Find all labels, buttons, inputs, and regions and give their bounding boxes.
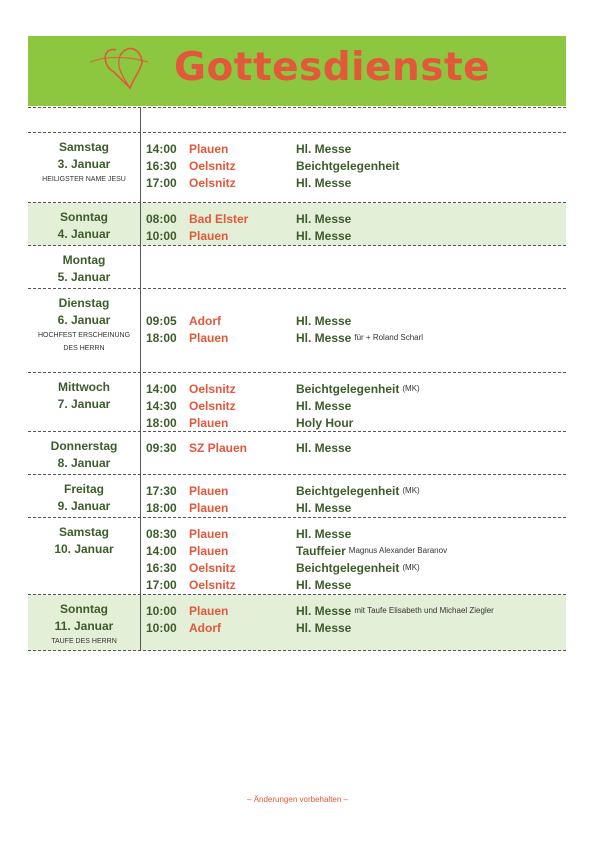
day-date: 10. Januar <box>54 542 114 556</box>
events-cell <box>141 246 566 288</box>
events-cell <box>141 289 566 372</box>
day-cell <box>28 595 141 650</box>
events-cell <box>141 432 566 474</box>
event-place: Oelsnitz <box>189 577 236 592</box>
event-place: Oelsnitz <box>189 175 236 190</box>
event-time: 14:00 <box>146 543 177 558</box>
event-place: Plauen <box>189 500 229 515</box>
event-time: 18:00 <box>146 500 177 515</box>
event-place: Plauen <box>189 543 229 558</box>
header-banner <box>28 36 566 106</box>
day-row <box>28 518 566 595</box>
event-service: Hl. Messe <box>296 330 352 345</box>
day-row <box>28 373 566 432</box>
day-cell <box>28 432 141 474</box>
day-cell <box>28 373 141 431</box>
event-time: 17:30 <box>146 483 177 498</box>
event-service: Hl. Messe <box>296 440 352 455</box>
spacer-events-cell <box>141 108 566 132</box>
event-line <box>146 576 566 593</box>
event-line <box>146 619 566 636</box>
event-line <box>146 397 566 414</box>
day-cell <box>28 203 141 245</box>
events-cell <box>141 518 566 594</box>
events-cell <box>141 373 566 431</box>
day-cell <box>28 246 141 288</box>
event-service: Hl. Messe <box>296 141 352 156</box>
event-place: SZ Plauen <box>189 440 248 455</box>
event-place: Bad Elster <box>189 211 249 226</box>
day-date: 3. Januar <box>57 157 111 171</box>
event-time: 17:00 <box>146 175 177 190</box>
event-place: Plauen <box>189 141 229 156</box>
event-note: Magnus Alexander Baranov <box>348 546 448 555</box>
day-name: Sonntag <box>60 210 108 224</box>
event-service: Hl. Messe <box>296 577 352 592</box>
event-note: (MK) <box>402 563 420 572</box>
event-service: Beichtgelegenheit <box>296 560 400 575</box>
day-date: 4. Januar <box>57 227 111 241</box>
event-time: 10:00 <box>146 603 177 618</box>
day-name: Freitag <box>63 482 104 496</box>
feast-name: HEILIGSTER NAME JESU <box>42 176 126 183</box>
event-time: 14:00 <box>146 381 177 396</box>
day-row <box>28 246 566 289</box>
day-name: Mittwoch <box>58 380 110 394</box>
event-time: 10:00 <box>146 228 177 243</box>
event-time: 18:00 <box>146 415 177 430</box>
event-time: 16:30 <box>146 560 177 575</box>
event-line <box>146 542 566 559</box>
event-line <box>146 380 566 397</box>
event-line <box>146 559 566 576</box>
event-place: Plauen <box>189 228 229 243</box>
event-line <box>146 227 566 244</box>
event-place: Oelsnitz <box>189 381 236 396</box>
day-row <box>28 289 566 373</box>
event-service: Tauffeier <box>296 543 346 558</box>
event-service: Hl. Messe <box>296 398 352 413</box>
event-service: Holy Hour <box>296 415 354 430</box>
event-service: Beichtgelegenheit <box>296 381 400 396</box>
day-row <box>28 133 566 203</box>
feast-name: TAUFE DES HERRN <box>51 638 117 645</box>
event-place: Plauen <box>189 603 229 618</box>
day-name: Sonntag <box>60 602 108 616</box>
events-cell <box>141 475 566 517</box>
schedule-table <box>28 107 566 651</box>
event-time: 14:30 <box>146 398 177 413</box>
event-place: Adorf <box>189 620 221 635</box>
day-cell <box>28 133 141 202</box>
event-service: Hl. Messe <box>296 620 352 635</box>
day-name: Samstag <box>58 140 110 154</box>
event-place: Plauen <box>189 330 229 345</box>
page-title: Gottesdienste <box>174 45 491 90</box>
day-date: 11. Januar <box>54 619 114 633</box>
footer-note: – Änderungen vorbehalten – <box>247 795 348 804</box>
day-row <box>28 432 566 475</box>
event-line <box>146 499 566 516</box>
event-place: Plauen <box>189 526 229 541</box>
event-service: Hl. Messe <box>296 175 352 190</box>
day-row <box>28 475 566 518</box>
event-time: 08:00 <box>146 211 177 226</box>
event-note: (MK) <box>402 486 420 495</box>
event-line <box>146 174 566 191</box>
event-place: Adorf <box>189 313 221 328</box>
event-note: mit Taufe Elisabeth und Michael Ziegler <box>354 606 494 615</box>
events-cell <box>141 133 566 202</box>
day-name: Dienstag <box>58 296 110 310</box>
event-note: (MK) <box>402 384 420 393</box>
event-time: 09:05 <box>146 313 177 328</box>
event-line <box>146 525 566 542</box>
event-time: 10:00 <box>146 620 177 635</box>
event-line <box>146 312 566 329</box>
day-name: Montag <box>62 253 106 267</box>
events-cell <box>141 595 566 650</box>
event-line <box>146 329 566 346</box>
event-service: Hl. Messe <box>296 603 352 618</box>
event-place: Oelsnitz <box>189 398 236 413</box>
event-line <box>146 602 566 619</box>
day-date: 5. Januar <box>57 270 111 284</box>
day-name: Samstag <box>58 525 110 539</box>
feast-name: HOCHFEST ERSCHEINUNG DES HERRN <box>37 332 131 352</box>
day-date: 7. Januar <box>57 397 111 411</box>
event-line <box>146 140 566 157</box>
event-service: Beichtgelegenheit <box>296 483 400 498</box>
event-time: 16:30 <box>146 158 177 173</box>
day-cell <box>28 475 141 517</box>
event-time: 17:00 <box>146 577 177 592</box>
event-place: Oelsnitz <box>189 158 236 173</box>
event-line <box>146 439 566 456</box>
event-note: für + Roland Scharl <box>354 333 424 342</box>
event-place: Plauen <box>189 415 229 430</box>
event-service: Beichtgelegenheit <box>296 158 400 173</box>
event-place: Plauen <box>189 483 229 498</box>
spacer-day-cell <box>28 108 141 132</box>
event-service: Hl. Messe <box>296 500 352 515</box>
day-row <box>28 595 566 651</box>
day-cell <box>28 289 141 372</box>
spacer-row <box>28 107 566 133</box>
event-line <box>146 210 566 227</box>
event-time: 14:00 <box>146 141 177 156</box>
event-service: Hl. Messe <box>296 211 352 226</box>
day-name: Donnerstag <box>50 439 118 453</box>
heart-logo-icon <box>86 42 156 92</box>
day-date: 8. Januar <box>57 456 111 470</box>
event-place: Oelsnitz <box>189 560 236 575</box>
event-time: 08:30 <box>146 526 177 541</box>
event-line <box>146 157 566 174</box>
day-date: 6. Januar <box>57 313 111 327</box>
day-date: 9. Januar <box>57 499 111 513</box>
event-line <box>146 482 566 499</box>
day-row <box>28 203 566 246</box>
event-time: 18:00 <box>146 330 177 345</box>
event-line <box>146 414 566 431</box>
day-cell <box>28 518 141 594</box>
event-service: Hl. Messe <box>296 313 352 328</box>
event-service: Hl. Messe <box>296 526 352 541</box>
event-service: Hl. Messe <box>296 228 352 243</box>
events-cell <box>141 203 566 245</box>
event-time: 09:30 <box>146 440 177 455</box>
